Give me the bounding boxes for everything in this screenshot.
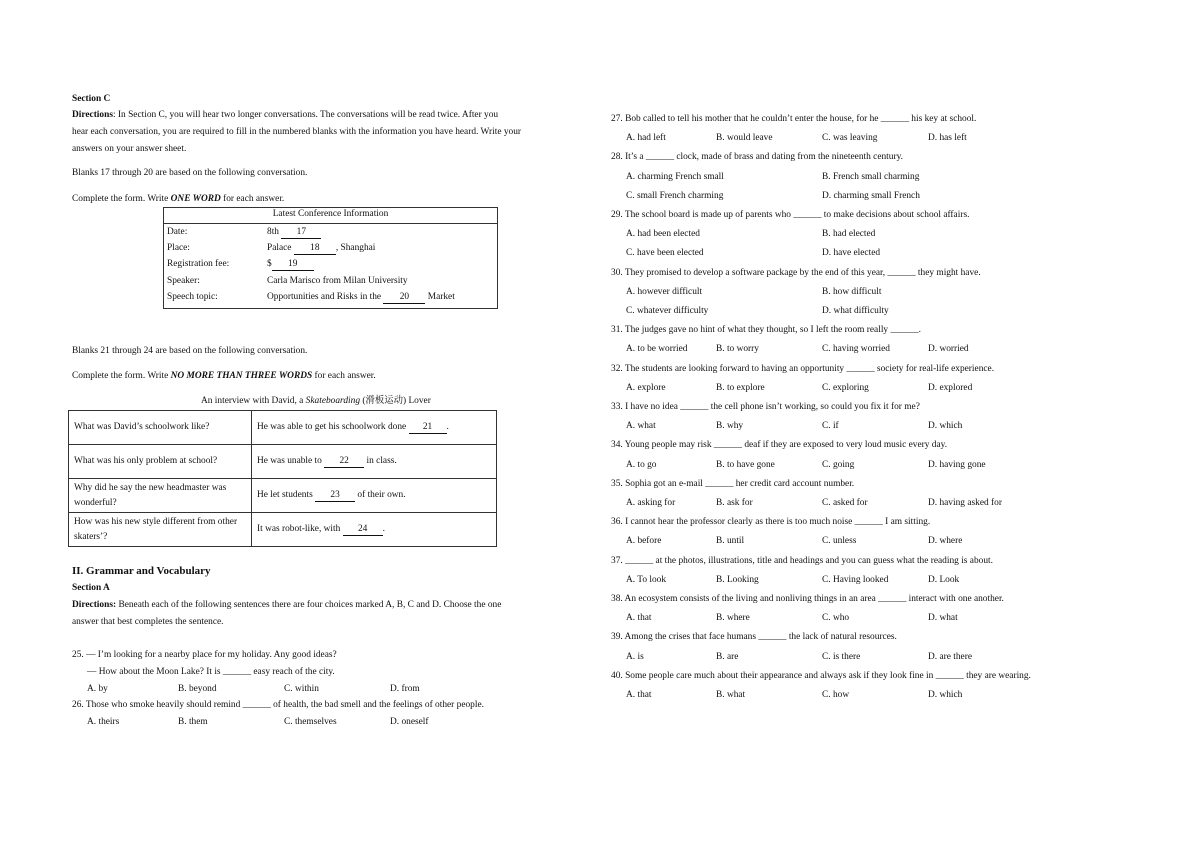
q25-option-c[interactable]: C. within (284, 684, 319, 694)
form-row-date (163, 224, 498, 241)
answer-blank-20[interactable]: 20 (383, 292, 425, 304)
q31-option-b[interactable]: B. to worry (716, 344, 759, 355)
q31-option-c[interactable]: C. having worried (822, 344, 890, 355)
interview-answer-suffix: . (446, 422, 449, 433)
q30-option-d[interactable]: D. what difficulty (822, 306, 889, 316)
form-value-suffix: , Shanghai (335, 242, 376, 253)
blanks-21-24-note: Blanks 21 through 24 are based on the following conversation. (72, 346, 308, 356)
q29-option-b[interactable]: B. had elected (822, 229, 876, 240)
interview-form-title (201, 396, 431, 408)
question-30-stem: 30. They promised to develop a software package by the end of this year, ______ they might have. (611, 267, 981, 278)
part-ii-heading: II. Grammar and Vocabulary (72, 565, 211, 577)
question-40-stem: 40. Some people care much about their appearance and always ask if they look fine in ______ they are wearing. (611, 670, 1031, 681)
q32-option-b[interactable]: B. to explore (716, 382, 765, 393)
q28-option-b[interactable]: B. French small charming (822, 171, 920, 182)
interview-question: Why did he say the new headmaster was wonderful? (69, 479, 252, 513)
question-32-stem: 32. The students are looking forward to having an opportunity ______ society for real-life experience. (611, 363, 995, 374)
interview-answer-text: It was robot-like, with (257, 524, 343, 535)
directions-label: Directions (72, 110, 113, 120)
blanks-17-20-note: Blanks 17 through 20 are based on the following conversation. (72, 168, 308, 178)
q37-option-c[interactable]: C. Having looked (822, 574, 889, 585)
form-value (263, 290, 498, 306)
complete2-post: for each answer. (312, 371, 376, 381)
q35-option-a[interactable]: A. asking for (626, 498, 676, 508)
q28-option-a[interactable]: A. charming French small (626, 171, 724, 182)
q38-option-c[interactable]: C. who (822, 613, 850, 624)
q39-option-c[interactable]: C. is there (822, 651, 861, 662)
section-c-heading: Section C (72, 94, 111, 104)
interview-question: How was his new style different from other skaters’? (69, 513, 252, 547)
interview-question: What was David’s schoolwork like? (69, 411, 252, 445)
interview-title-em: Skateboarding (305, 396, 361, 406)
directions-line-2: hear each conversation, you are required to fill in the numbered blanks with the information you have heard. Write your (72, 127, 522, 137)
form-value-text: $ (267, 259, 272, 270)
form-value: Carla Marisco from Milan University (267, 275, 408, 286)
question-34-stem: 34. Young people may risk ______ deaf if they are exposed to very loud music every day. (611, 440, 948, 451)
answer-blank-19[interactable]: 19 (272, 259, 314, 271)
q35-option-b[interactable]: B. ask for (716, 498, 753, 508)
q40-option-c[interactable]: C. how (822, 690, 850, 700)
q26-option-c[interactable]: C. themselves (284, 717, 337, 727)
interview-answer-text: He was unable to (257, 456, 325, 467)
directions-line-1 (72, 110, 498, 122)
q29-option-d[interactable]: D. have elected (822, 248, 881, 259)
complete-instruction-2 (72, 371, 376, 383)
interview-answer (252, 479, 497, 513)
interview-question: What was his only problem at school? (69, 445, 252, 479)
directions2-line-2: answer that best completes the sentence. (72, 617, 224, 627)
directions-line-3: answers on your answer sheet. (72, 144, 187, 154)
question-29-stem: 29. The school board is made up of parents who ______ to make decisions about school affairs. (611, 210, 970, 220)
q32-option-a[interactable]: A. explore (626, 382, 666, 393)
complete2-emphasis: NO MORE THAN THREE WORDS (170, 371, 313, 381)
form-row-fee (163, 257, 498, 273)
q39-option-d[interactable]: D. are there (928, 651, 972, 662)
q26-option-a[interactable]: A. theirs (87, 717, 120, 727)
complete1-post: for each answer. (220, 194, 285, 204)
question-27-stem: 27. Bob called to tell his mother that he couldn’t enter the house, for he ______ his key at school. (611, 114, 977, 124)
interview-row-23 (69, 479, 497, 513)
form-row-place (163, 241, 498, 257)
q34-option-a[interactable]: A. to go (626, 459, 657, 470)
q27-option-d[interactable]: D. has left (928, 133, 967, 144)
interview-row-21 (69, 411, 497, 445)
interview-answer-suffix: in class. (364, 456, 397, 467)
q32-option-d[interactable]: D. explored (928, 382, 973, 393)
form-label: Registration fee: (167, 259, 230, 270)
answer-blank-21[interactable]: 21 (409, 422, 447, 434)
q40-option-a[interactable]: A. that (626, 690, 652, 700)
q27-option-c[interactable]: C. was leaving (822, 133, 878, 144)
form-label: Speech topic: (167, 292, 218, 303)
q27-option-b[interactable]: B. would leave (716, 133, 773, 144)
form-value-text: Opportunities and Risks in the (267, 292, 384, 303)
answer-blank-22[interactable]: 22 (324, 456, 364, 468)
q25-option-a[interactable]: A. by (87, 684, 108, 694)
q26-option-d[interactable]: D. oneself (390, 717, 429, 727)
interview-answer-suffix: of their own. (355, 490, 406, 501)
q31-option-d[interactable]: D. worried (928, 344, 969, 355)
form-value (263, 257, 498, 273)
q36-option-c[interactable]: C. unless (822, 536, 857, 547)
q33-option-b[interactable]: B. why (716, 421, 744, 432)
q40-option-d[interactable]: D. which (928, 690, 963, 700)
q28-option-d[interactable]: D. charming small French (822, 190, 920, 201)
q26-option-b[interactable]: B. them (178, 717, 208, 727)
answer-blank-18[interactable]: 18 (294, 243, 336, 255)
q27-option-a[interactable]: A. had left (626, 133, 666, 144)
form-row-topic (163, 290, 498, 306)
question-38-stem: 38. An ecosystem consists of the living and nonliving things in an area ______ interact with one another. (611, 594, 1004, 604)
q31-option-a[interactable]: A. to be worried (626, 344, 688, 355)
q25-option-d[interactable]: D. from (390, 684, 420, 694)
conference-form-title: Latest Conference Information (163, 207, 498, 224)
interview-answer-suffix: . (382, 524, 386, 535)
q30-option-c[interactable]: C. whatever difficulty (626, 306, 709, 316)
directions2-line-1 (72, 600, 501, 612)
q36-option-b[interactable]: B. until (716, 536, 745, 547)
section-a-heading: Section A (72, 583, 110, 593)
question-33-stem: 33. I have no idea ______ the cell phone isn’t working, so could you fix it for me? (611, 402, 920, 412)
q33-option-c[interactable]: C. if (822, 421, 839, 432)
q38-option-d[interactable]: D. what (928, 613, 958, 624)
q30-option-b[interactable]: B. how difficult (822, 286, 882, 297)
question-37-stem: 37. ______ at the photos, illustrations, title and headings and you can guess what the reading is about. (611, 555, 993, 566)
interview-form-table (68, 410, 497, 547)
q34-option-d[interactable]: D. having gone (928, 459, 986, 470)
directions2-text-1: Beneath each of the following sentences there are four choices marked A, B, C and D. Choose the one (116, 600, 502, 610)
question-36-stem: 36. I cannot hear the professor clearly as there is too much noise ______ I am sitting. (611, 517, 931, 528)
conference-form-table (163, 207, 498, 306)
q29-option-c[interactable]: C. have been elected (626, 248, 704, 259)
question-39-stem: 39. Among the crises that face humans ______ the lack of natural resources. (611, 632, 897, 643)
form-label: Speaker: (167, 275, 200, 286)
form-label: Place: (167, 243, 190, 254)
q37-option-a[interactable]: A. To look (626, 574, 667, 585)
form-label: Date: (167, 226, 188, 237)
interview-answer (252, 411, 497, 445)
directions-text-1: : In Section C, you will hear two longer conversations. The conversations will be read twice. After you (112, 110, 499, 120)
q28-option-c[interactable]: C. small French charming (626, 190, 724, 201)
form-value-text: Palace (267, 242, 294, 253)
interview-answer-text: He let students (257, 490, 316, 501)
q34-option-c[interactable]: C. going (822, 459, 855, 470)
q33-option-a[interactable]: A. what (626, 421, 656, 432)
interview-title-pre: An interview with David, a (201, 396, 306, 406)
q32-option-c[interactable]: C. exploring (822, 382, 869, 393)
form-value (263, 224, 498, 241)
question-31-stem: 31. The judges gave no hint of what they thought, so I left the room really ______. (611, 325, 921, 336)
complete-instruction-1 (72, 194, 284, 206)
question-26-stem: 26. Those who smoke heavily should remind ______ of health, the bad smell and the feelings of other people. (72, 700, 484, 710)
interview-row-24 (69, 513, 497, 547)
form-value (263, 241, 498, 257)
q38-option-a[interactable]: A. that (626, 613, 652, 624)
complete2-pre: Complete the form. Write (72, 371, 171, 381)
q30-option-a[interactable]: A. however difficult (626, 286, 703, 297)
complete1-emphasis: ONE WORD (170, 194, 221, 204)
q34-option-b[interactable]: B. to have gone (716, 459, 775, 470)
complete1-pre: Complete the form. Write (72, 194, 171, 204)
q29-option-a[interactable]: A. had been elected (626, 229, 700, 240)
directions2-label: Directions: (72, 600, 117, 610)
q39-option-b[interactable]: B. are (716, 651, 739, 662)
form-row-speaker (163, 274, 498, 290)
q35-option-d[interactable]: D. having asked for (928, 498, 1002, 508)
interview-answer-text: He was able to get his schoolwork done (257, 422, 409, 433)
q37-option-b[interactable]: B. Looking (716, 574, 759, 585)
interview-row-22 (69, 445, 497, 479)
question-28-stem: 28. It’s a ______ clock, made of brass and dating from the nineteenth century. (611, 152, 904, 163)
interview-answer (252, 513, 497, 547)
q38-option-b[interactable]: B. where (716, 613, 750, 624)
question-25-stem-1: 25. — I’m looking for a nearby place for my holiday. Any good ideas? (72, 650, 337, 660)
form-value-text: 8th (267, 226, 282, 237)
form-value-suffix: Market (425, 292, 455, 303)
interview-answer (252, 445, 497, 479)
answer-blank-23[interactable]: 23 (315, 490, 355, 502)
q33-option-d[interactable]: D. which (928, 421, 963, 432)
q35-option-c[interactable]: C. asked for (822, 498, 868, 508)
question-25-stem-2: — How about the Moon Lake? It is ______ easy reach of the city. (87, 667, 335, 677)
question-35-stem: 35. Sophia got an e-mail ______ her credit card account number. (611, 478, 855, 489)
q39-option-a[interactable]: A. is (626, 651, 644, 662)
q25-option-b[interactable]: B. beyond (178, 684, 217, 694)
answer-blank-24[interactable]: 24 (343, 524, 383, 536)
answer-blank-17[interactable]: 17 (281, 227, 321, 239)
q36-option-d[interactable]: D. where (928, 536, 963, 547)
q37-option-d[interactable]: D. Look (928, 574, 960, 585)
q36-option-a[interactable]: A. before (626, 536, 662, 547)
q40-option-b[interactable]: B. what (716, 690, 746, 700)
interview-title-post: (滑板运动) Lover (360, 396, 431, 406)
